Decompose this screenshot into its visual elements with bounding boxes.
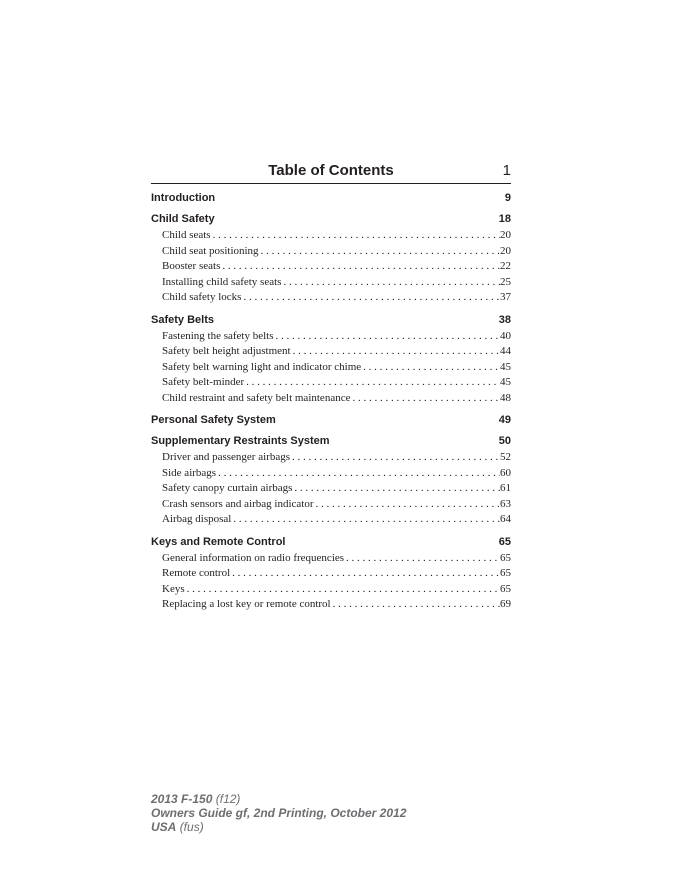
section-heading[interactable]: [151, 212, 511, 226]
entry-label: Replacing a lost key or remote control: [162, 598, 331, 610]
toc-entry[interactable]: [151, 329, 511, 345]
toc-entry[interactable]: [151, 259, 511, 275]
toc-section: [151, 212, 511, 306]
section-page-number: 18: [498, 213, 511, 225]
entry-page-number: 65: [500, 582, 511, 595]
section-heading[interactable]: [151, 413, 511, 427]
dot-leader: [294, 481, 500, 497]
section-entries: [151, 329, 511, 407]
dot-leader: [213, 228, 500, 244]
dot-leader: [363, 360, 500, 376]
entry-page-number: 65: [500, 567, 511, 579]
toc-entry[interactable]: [151, 582, 511, 598]
section-entries: [151, 551, 511, 613]
dot-leader: [276, 329, 500, 345]
document-footer: [151, 792, 406, 834]
toc-section: [151, 413, 511, 427]
toc-body: [151, 191, 511, 613]
section-heading[interactable]: [151, 191, 511, 205]
entry-page-number: 45: [500, 376, 511, 388]
footer-line-1: [151, 792, 406, 806]
footer-model-code: (f12): [215, 792, 241, 806]
dot-leader: [261, 244, 500, 260]
section-heading[interactable]: [151, 535, 511, 549]
dot-leader: [233, 512, 500, 528]
toc-section: [151, 313, 511, 407]
footer-market: USA: [151, 820, 177, 834]
dot-leader: [243, 290, 500, 306]
entry-page-number: 40: [500, 329, 511, 342]
entry-label: Crash sensors and airbag indicator: [162, 497, 314, 510]
toc-entry[interactable]: [151, 551, 511, 567]
toc-section: [151, 434, 511, 528]
entry-page-number: 22: [500, 260, 511, 272]
dot-leader: [316, 497, 500, 513]
toc-entry[interactable]: [151, 566, 511, 582]
entry-page-number: 25: [500, 275, 511, 288]
toc-entry[interactable]: [151, 466, 511, 482]
footer-model: 2013 F-150: [151, 792, 213, 806]
section-title: Personal Safety System: [151, 414, 276, 426]
dot-leader: [333, 597, 500, 613]
toc-entry[interactable]: [151, 344, 511, 360]
dot-leader: [283, 275, 500, 291]
section-title: Child Safety: [151, 213, 215, 225]
section-title: Supplementary Restraints System: [151, 435, 330, 447]
section-page-number: 50: [498, 435, 511, 447]
toc-entry[interactable]: [151, 290, 511, 306]
section-page-number: 65: [498, 535, 511, 548]
entry-label: Keys: [162, 582, 185, 595]
section-title: Safety Belts: [151, 313, 214, 326]
entry-label: Installing child safety seats: [162, 275, 282, 288]
toc-entry[interactable]: [151, 512, 511, 528]
entry-page-number: 61: [500, 482, 511, 494]
footer-printing: Owners Guide gf, 2nd Printing, October 2012: [151, 806, 407, 820]
entry-page-number: 69: [500, 598, 511, 610]
section-entries: [151, 450, 511, 528]
footer-line-3: [151, 820, 406, 834]
footer-line-2: [151, 806, 406, 820]
entry-label: Safety canopy curtain airbags: [162, 482, 293, 494]
dot-leader: [232, 566, 500, 582]
entry-label: General information on radio frequencies: [162, 551, 345, 564]
section-page-number: 49: [498, 414, 511, 426]
entry-label: Airbag disposal: [162, 513, 232, 525]
page-title: Table of Contents: [268, 162, 394, 179]
entry-page-number: 64: [500, 513, 511, 525]
footer-market-code: (fus): [179, 820, 204, 834]
entry-page-number: 20: [500, 229, 511, 241]
entry-label: Safety belt-minder: [162, 376, 245, 388]
toc-header: [151, 162, 511, 184]
entry-label: Child restraint and safety belt maintenance: [162, 391, 351, 404]
entry-page-number: 65: [500, 551, 511, 564]
toc-entry[interactable]: [151, 497, 511, 513]
entry-label: Child safety locks: [162, 291, 242, 303]
dot-leader: [352, 391, 500, 407]
toc-entry[interactable]: [151, 597, 511, 613]
entry-label: Safety belt height adjustment: [162, 345, 291, 357]
entry-page-number: 45: [500, 360, 511, 373]
entry-label: Driver and passenger airbags: [162, 451, 290, 463]
section-title: Introduction: [151, 192, 216, 204]
dot-leader: [187, 582, 500, 598]
entry-label: Child seat positioning: [162, 244, 259, 257]
section-heading[interactable]: [151, 313, 511, 327]
entry-label: Side airbags: [162, 466, 217, 479]
toc-entry[interactable]: [151, 450, 511, 466]
dot-leader: [292, 450, 500, 466]
toc-section: [151, 191, 511, 205]
dot-leader: [246, 375, 500, 391]
entry-page-number: 52: [500, 451, 511, 463]
toc-section: [151, 535, 511, 613]
section-entries: [151, 228, 511, 306]
entry-label: Safety belt warning light and indicator chime: [162, 360, 362, 373]
dot-leader: [222, 259, 500, 275]
entry-page-number: 44: [500, 345, 511, 357]
entry-label: Fastening the safety belts: [162, 329, 274, 342]
toc-entry[interactable]: [151, 228, 511, 244]
entry-label: Booster seats: [162, 260, 221, 272]
toc-entry[interactable]: [151, 391, 511, 407]
entry-page-number: 37: [500, 291, 511, 303]
entry-page-number: 20: [500, 244, 511, 257]
section-title: Keys and Remote Control: [151, 535, 286, 548]
toc-entry[interactable]: [151, 481, 511, 497]
toc-entry[interactable]: [151, 275, 511, 291]
toc-entry[interactable]: [151, 360, 511, 376]
entry-label: Remote control: [162, 567, 231, 579]
section-page-number: 38: [498, 313, 511, 326]
table-of-contents: [151, 162, 511, 613]
entry-page-number: 63: [500, 497, 511, 510]
page-number: 1: [502, 162, 511, 179]
entry-page-number: 60: [500, 466, 511, 479]
section-heading[interactable]: [151, 434, 511, 448]
dot-leader: [218, 466, 500, 482]
entry-label: Child seats: [162, 229, 211, 241]
entry-page-number: 48: [500, 391, 511, 404]
toc-entry[interactable]: [151, 375, 511, 391]
toc-entry[interactable]: [151, 244, 511, 260]
section-page-number: 9: [504, 192, 511, 204]
dot-leader: [293, 344, 500, 360]
dot-leader: [346, 551, 500, 567]
